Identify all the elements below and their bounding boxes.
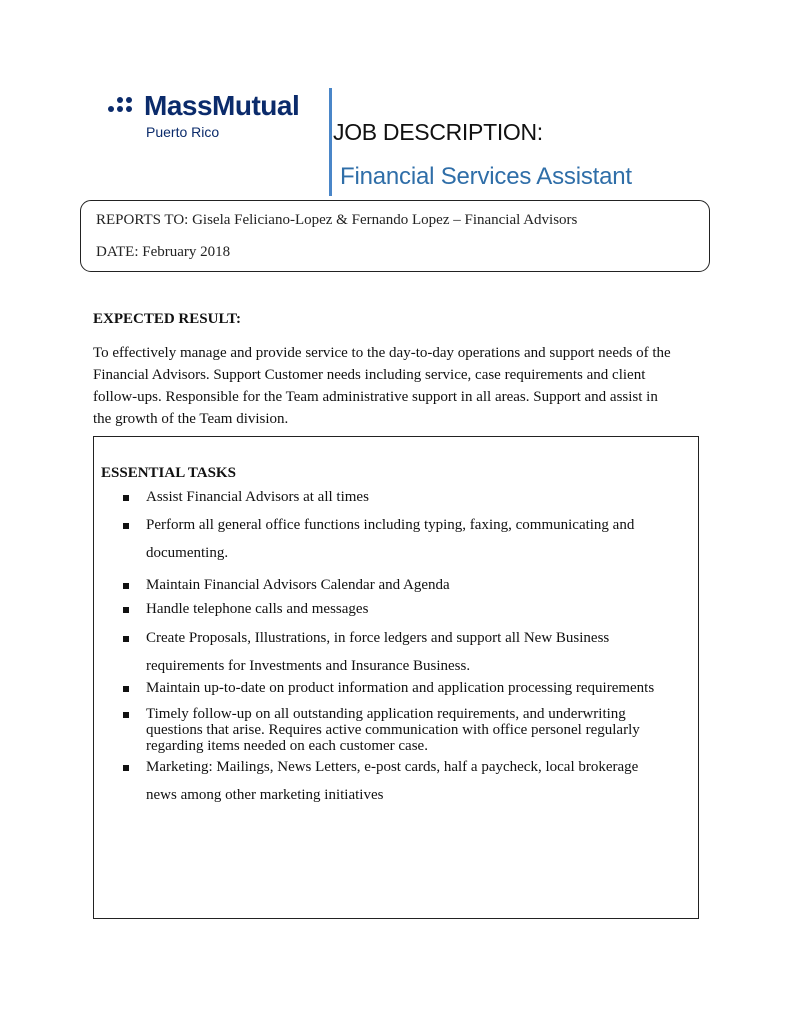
task-text: Maintain up-to-date on product information and application processing requirements: [146, 680, 655, 696]
bullet-icon: [123, 495, 129, 501]
task-text: Maintain Financial Advisors Calendar and Agenda: [146, 577, 450, 593]
task-text: news among other marketing initiatives: [146, 787, 384, 803]
task-text: documenting.: [146, 545, 229, 561]
paragraph-line: the growth of the Team division.: [93, 411, 289, 427]
bullet-icon: [123, 765, 129, 771]
expected-result-heading: EXPECTED RESULT:: [93, 311, 241, 327]
bullet-icon: [123, 636, 129, 642]
essential-tasks-box: [93, 436, 699, 919]
task-text: Create Proposals, Illustrations, in force ledgers and support all New Business: [146, 630, 610, 646]
task-text: regarding items needed on each customer case.: [146, 738, 428, 754]
task-text: requirements for Investments and Insurance Business.: [146, 658, 471, 674]
task-text: Perform all general office functions including typing, faxing, communicating and: [146, 517, 635, 533]
bullet-icon: [123, 607, 129, 613]
reports-to: REPORTS TO: Gisela Feliciano-Lopez & Fernando Lopez – Financial Advisors: [96, 212, 578, 228]
task-text: questions that arise. Requires active communication with office personel regularly: [146, 722, 640, 738]
bullet-icon: [123, 686, 129, 692]
massmutual-logo: [108, 90, 299, 140]
task-text: Timely follow-up on all outstanding application requirements, and underwriting: [146, 706, 626, 722]
task-text: Handle telephone calls and messages: [146, 601, 369, 617]
position-title: Financial Services Assistant: [340, 163, 632, 190]
expected-result-paragraph: [93, 342, 703, 430]
date: DATE: February 2018: [96, 244, 231, 260]
bullet-icon: [123, 523, 129, 529]
document-title: JOB DESCRIPTION:: [333, 119, 543, 145]
logo-name: MassMutual: [144, 90, 300, 121]
task-text: Marketing: Mailings, News Letters, e-post cards, half a paycheck, local brokerage: [146, 759, 639, 775]
info-box: [80, 200, 710, 272]
bullet-icon: [123, 712, 129, 718]
logo-dots-icon: [108, 94, 140, 118]
paragraph-line: To effectively manage and provide service to the day-to-day operations and support needs of the: [93, 345, 671, 361]
logo-subtitle: Puerto Rico: [146, 124, 220, 140]
task-text: Assist Financial Advisors at all times: [146, 489, 369, 505]
essential-tasks-heading: ESSENTIAL TASKS: [101, 465, 236, 481]
header-divider: [329, 88, 332, 196]
bullet-icon: [123, 583, 129, 589]
paragraph-line: follow-ups. Responsible for the Team administrative support in all areas. Support and assist in: [93, 389, 658, 405]
paragraph-line: Financial Advisors. Support Customer needs including service, case requirements and client: [93, 367, 646, 383]
